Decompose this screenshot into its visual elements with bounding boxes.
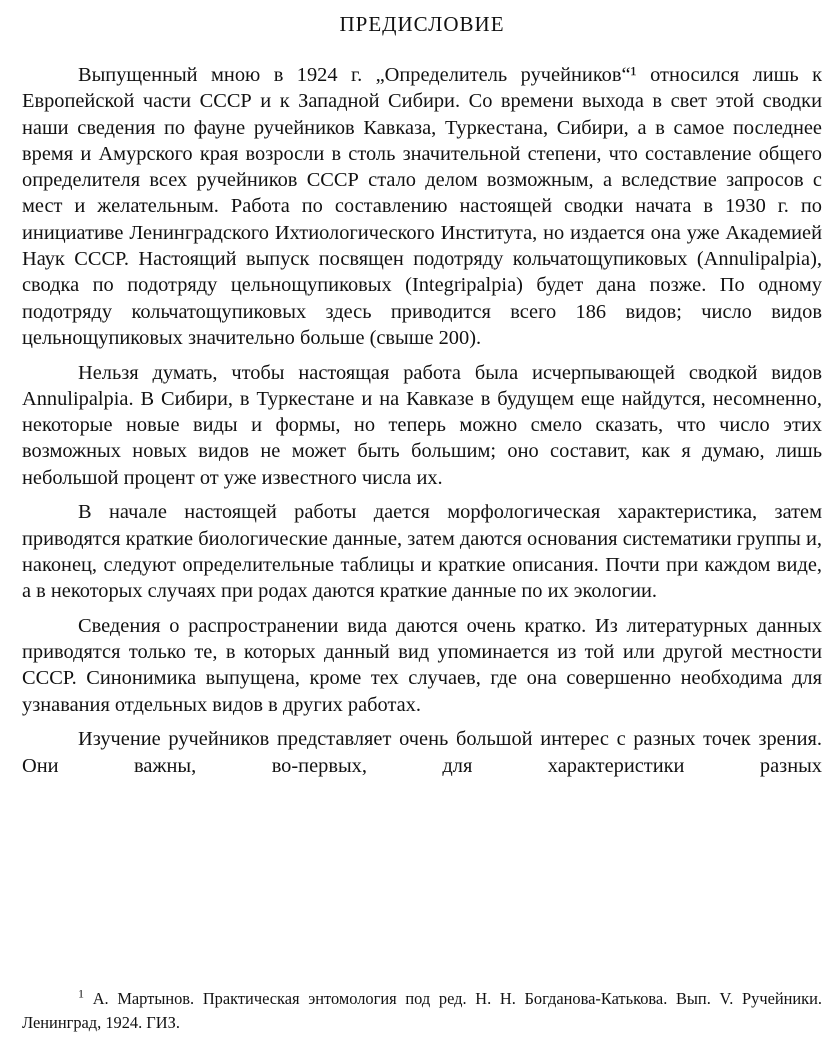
footnote-marker: 1 [78,986,84,1001]
paragraph-4: Сведения о распространении вида даются очень кратко. Из литературных данных приводятся только те, в которых данный вид упоминается из той или другой местности СССР. Синонимика выпущена, кроме тех случаев, где она совершенно необходима для узнавания отдельных видов в других работах. [22,614,822,716]
page-title: ПРЕДИСЛОВИЕ [339,12,505,36]
footnote-area [22,987,822,1035]
footnote [22,987,822,1035]
paragraph-2: Нельзя думать, чтобы настоящая работа была исчерпывающей сводкой видов Annulipalpia. В Сибири, в Туркестане и на Кавказе в будущем еще найдутся, несомненно, некоторые новые виды и формы, но теперь можно смело сказать, что число этих возможных новых видов не может быть большим; оно составит, как я думаю, лишь небольшой процент от уже известного числа их. [22,361,822,489]
paragraph-1: Выпущенный мною в 1924 г. „Определитель ручейников“¹ относился лишь к Европейской части СССР и к Западной Сибири. Со времени выхода в свет этой сводки наши сведения по фауне ручейников Кавказа, Туркестана, Сибири, а в самое последнее время и Амурского края возросли в столь значительной степени, что составление общего определителя всех ручейников СССР стало делом возможным, а вследствие запросов с мест и желательным. Работа по составлению настоящей сводки начата в 1930 г. по инициативе Ленинградского Ихтиологического Института, но издается она уже Академией Наук СССР. Настоящий выпуск посвящен подотряду кольчатощупиковых (Annulipalpia), сводка по подотряду цельнощупиковых (Integripalpia) будет дана позже. По одному подотряду кольчатощупиковых здесь приводится всего 186 видов; число видов цельнощупиковых значительно больше (свыше 200). [22,64,822,349]
body-text [22,62,822,787]
paragraph-3: В начале настоящей работы дается морфологическая характеристика, затем приводятся краткие биологические данные, затем даются основания систематики группы и, наконец, следуют определительные таблицы и краткие описания. Почти при каждом виде, а в некоторых случаях при родах даются краткие данные по их экологии. [22,501,822,603]
paragraph-5: Изучение ручейников представляет очень большой интерес с разных точек зрения. Они важны, во-первых, для характеристики разных [22,728,822,777]
footnote-text: А. Мартынов. Практическая энтомология под ред. Н. Н. Богданова-Катькова. Вып. V. Ручейники. Ленинград, 1924. ГИЗ. [22,989,822,1032]
document-page [22,0,822,1044]
